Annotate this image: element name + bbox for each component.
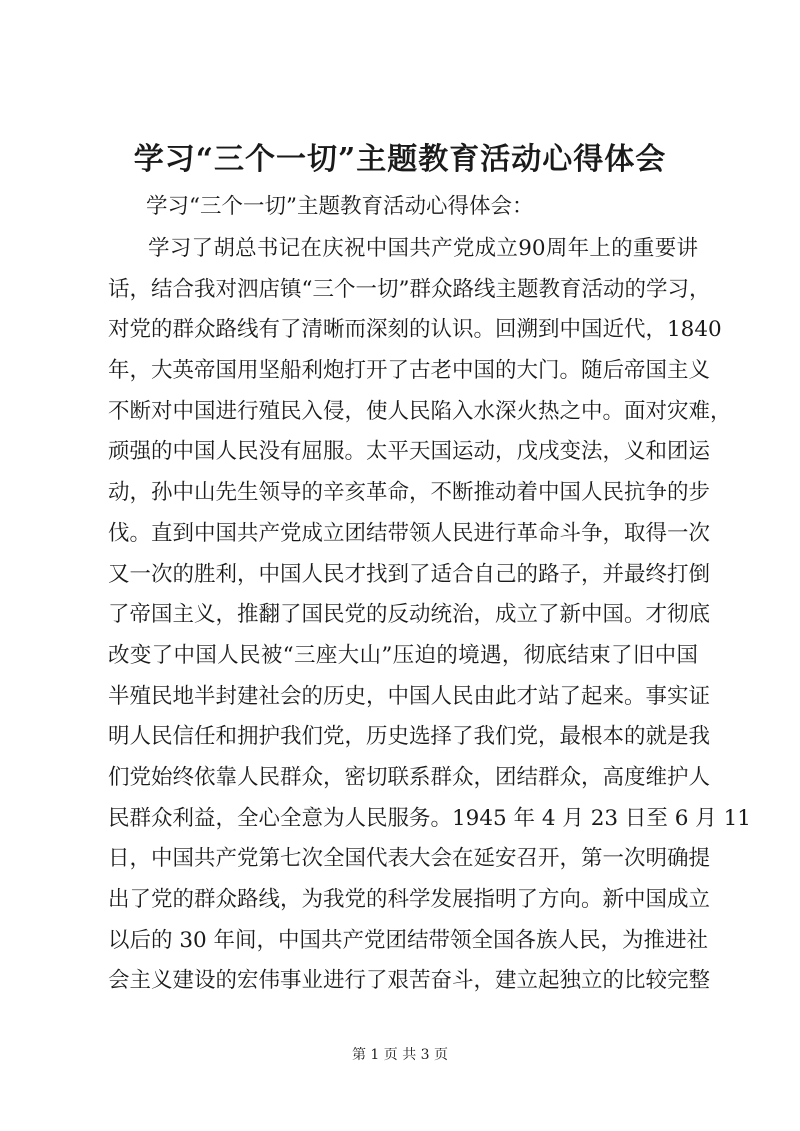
body-line: 话，结合我对泗店镇“三个一切”群众路线主题教育活动的学习， bbox=[108, 276, 711, 302]
body-line: 对党的群众路线有了清晰而深刻的认识。回溯到中国近代，1840 bbox=[108, 317, 722, 343]
body-line: 学习了胡总书记在庆祝中国共产党成立90周年上的重要讲 bbox=[148, 236, 698, 261]
body-line: 出了党的群众路线，为我党的科学发展指明了方向。新中国成立 bbox=[108, 887, 711, 912]
body-line: 伐。直到中国共产党成立团结带领人民进行革命斗争，取得一次 bbox=[108, 520, 711, 546]
body-line: 动，孙中山先生领导的辛亥革命，不断推动着中国人民抗争的步 bbox=[108, 480, 711, 506]
body-line: 半殖民地半封建社会的历史，中国人民由此才站了起来。事实证 bbox=[108, 683, 711, 709]
body-line: 又一次的胜利，中国人民才找到了适合自己的路子，并最终打倒 bbox=[108, 561, 711, 587]
document-subtitle: 学习“三个一切”主题教育活动心得体会： bbox=[146, 194, 534, 219]
body-line: 们党始终依靠人民群众，密切联系群众，团结群众，高度维护人 bbox=[108, 764, 711, 790]
body-line: 日，中国共产党第七次全国代表大会在延安召开，第一次明确提 bbox=[108, 846, 711, 872]
body-line: 以后的 30 年间，中国共产党团结带领全国各族人民，为推进社 bbox=[108, 927, 709, 953]
body-line: 明人民信任和拥护我们党，历史选择了我们党，最根本的就是我 bbox=[108, 724, 711, 750]
page-footer: 第 1 页 共 3 页 bbox=[351, 1047, 449, 1063]
body-line: 会主义建设的宏伟事业进行了艰苦奋斗，建立起独立的比较完整 bbox=[108, 968, 711, 994]
body-line: 民群众利益，全心全意为人民服务。1945 年 4 月 23 日至 6 月 11 bbox=[108, 805, 751, 831]
body-line: 了帝国主义，推翻了国民党的反动统治，成立了新中国。才彻底 bbox=[108, 602, 711, 628]
body-line: 顽强的中国人民没有屈服。太平天国运动，戊戌变法，义和团运 bbox=[108, 439, 711, 465]
document-title: 学习“三个一切”主题教育活动心得体会 bbox=[133, 142, 667, 177]
body-line: 改变了中国人民被“三座大山”压迫的境遇，彻底结束了旧中国 bbox=[108, 642, 698, 668]
body-line: 不断对中国进行殖民入侵，使人民陷入水深火热之中。面对灾难， bbox=[108, 398, 732, 424]
body-paragraph bbox=[108, 229, 751, 1002]
body-line: 年，大英帝国用坚船利炮打开了古老中国的大门。随后帝国主义 bbox=[108, 358, 711, 384]
